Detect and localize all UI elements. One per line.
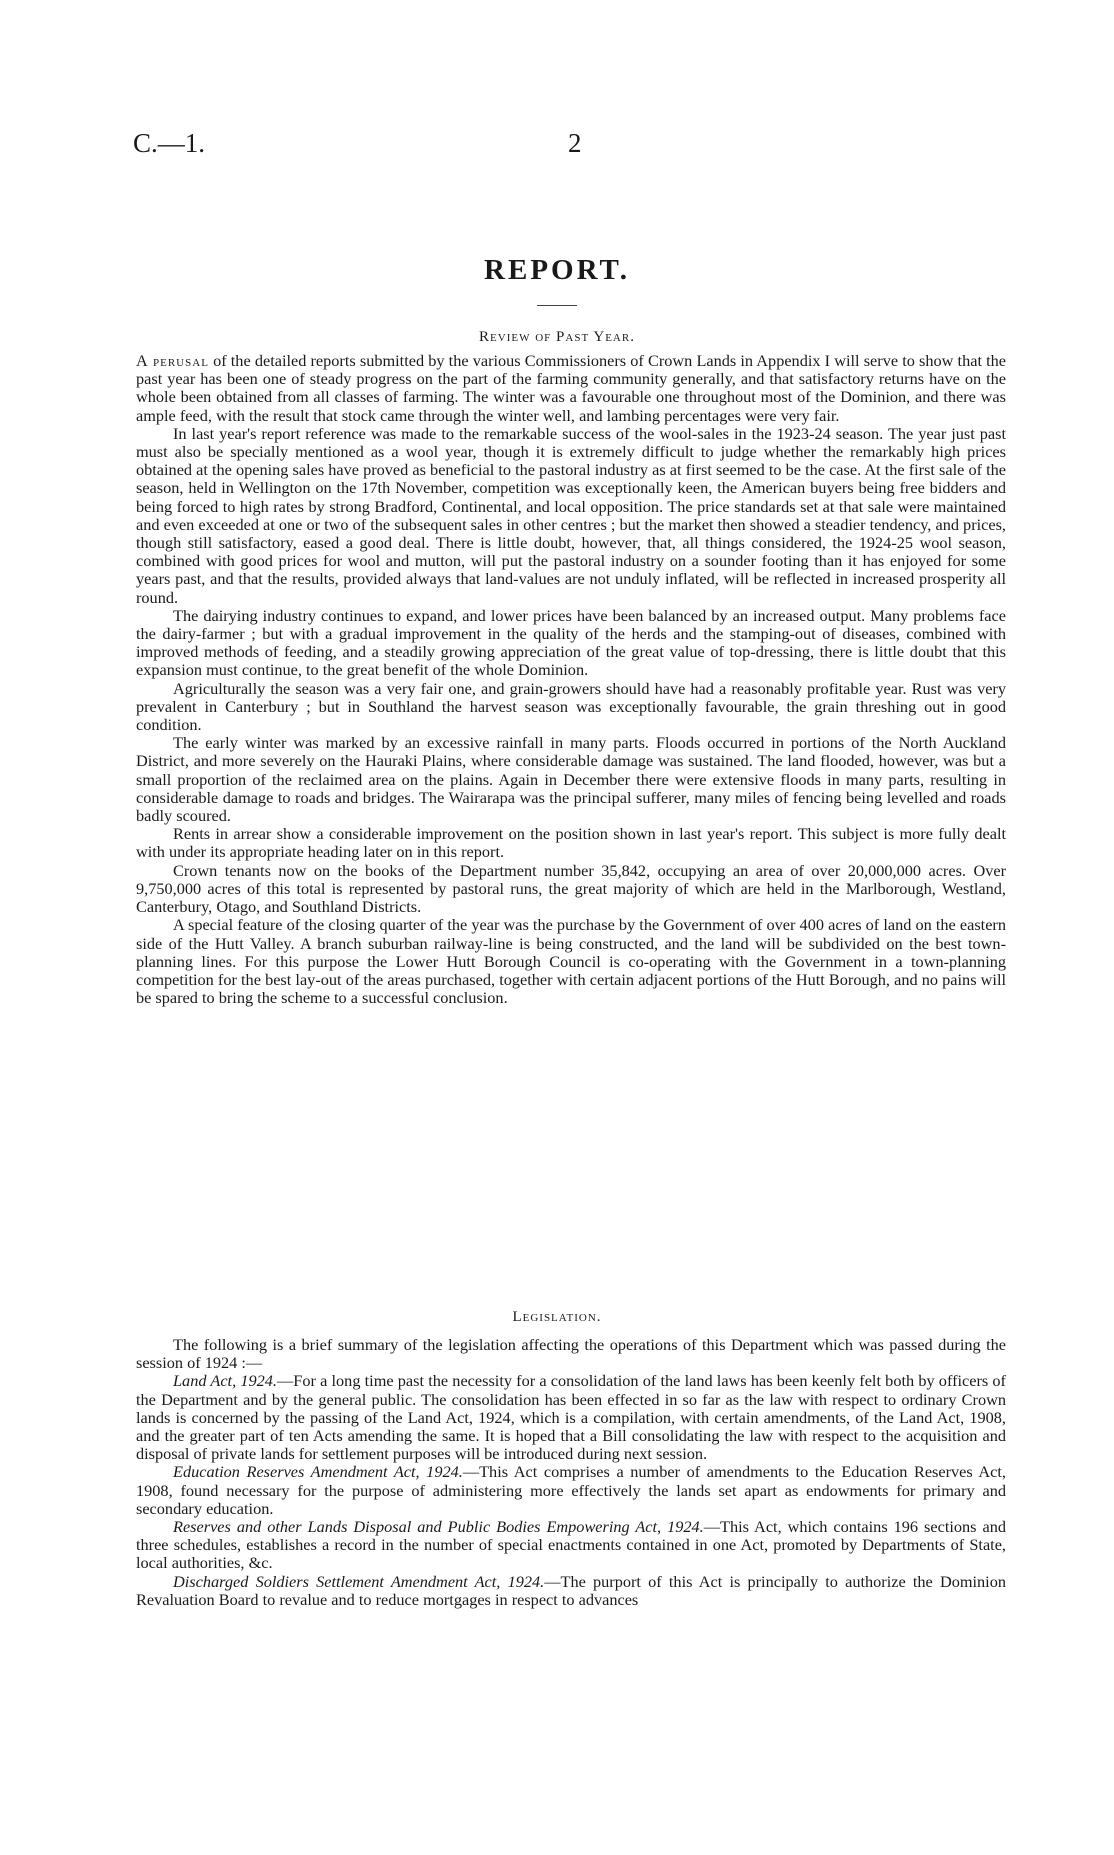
paragraph-6: Rents in arrear show a considerable improvement on the position shown in last year's report. This subject is more fully dealt with under its appropriate heading later on in this report. — [136, 824, 1006, 862]
paragraph-4: Agriculturally the season was a very fair one, and grain-growers should have had a reasonably profitable year. Rust was very prevalent in Canterbury ; but in Southland the harvest season was exceptionally favourable, the grain threshing out in good condition. — [136, 678, 1006, 735]
page-header — [133, 128, 1008, 164]
paragraph-8: A special feature of the closing quarter of the year was the purchase by the Government of over 400 acres of land on the eastern side of the Hutt Valley. A branch suburban railway-line is being constructed, and the land will be subdivided on the best town-planning lines. For this purpose the Lower Hutt Borough Council is co-operating with the Government in a town-planning competition for the best lay-out of the areas purchased, together with certain adjacent portions of the Hutt Borough, and no pains will be spared to bring the scheme to a successful conclusion. — [136, 915, 1006, 1008]
act-name: Education Reserves Amendment Act, 1924. — [173, 1462, 463, 1482]
legislation-intro: The following is a brief summary of the legislation affecting the operations of this Department which was passed during the session of 1924 :— — [136, 1335, 1006, 1373]
report-title: REPORT. — [484, 254, 630, 286]
paragraph-text: of the detailed reports submitted by the various Commissioners of Crown Lands in Appendix I will serve to show that the past year has been one of steady progress on the part of the farming community generally, and that satisfactory returns have on the whole been obtained from all classes of farming. The winter was a favourable one throughout most of the Dominion, and there was ample feed, with the result that stock came through the winter well, and lambing percentages were very fair. — [136, 351, 1007, 425]
paragraph-7: Crown tenants now on the books of the Department number 35,842, occupying an area of over 20,000,000 acres. Over 9,750,000 acres of this total is represented by pastoral runs, the great majority of which are held in the Marlborough, Westland, Canterbury, Otago, and Southland Districts. — [136, 860, 1006, 917]
act-name: Land Act, 1924. — [173, 1371, 277, 1391]
paragraph-5: The early winter was marked by an excessive rainfall in many parts. Floods occurred in portions of the North Auckland District, and more severely on the Hauraki Plains, where considerable damage was sustained. The land flooded, however, was but a small proportion of the reclaimed area on the plains. Again in December there were extensive floods in many parts, resulting in considerable damage to roads and bridges. The Wairarapa was the principal sufferer, many miles of fencing being levelled and roads badly scoured. — [136, 733, 1006, 826]
paragraph-1 — [136, 352, 1006, 425]
act-entry — [136, 1372, 1006, 1463]
paragraph-3: The dairying industry continues to expand, and lower prices have been balanced by an increased output. Many problems face the dairy-farmer ; but with a gradual improvement in the quality of the herds and the stamping-out of diseases, combined with improved methods of feeding, and a steadily growing appreciation of the great value of top-dressing, there is little doubt that this expansion must continue, to the great benefit of the whole Dominion. — [136, 605, 1006, 680]
document-reference: C.—1. — [133, 128, 206, 158]
act-entry — [136, 1463, 1006, 1518]
act-entry — [136, 1518, 1006, 1573]
act-description: —This Act comprises a number of amendments to the Education Reserves Act, 1908, found necessary for the purpose of administering more effectively the lands set apart as endowments for primary and secondary education. — [136, 1462, 1007, 1518]
paragraph-2: In last year's report reference was made to the remarkable success of the wool-sales in the 1923-24 season. The year just past must also be specially mentioned as a wool year, though it is extremely difficult to judge whether the remarkably high prices obtained at the opening sales have proved as beneficial to the pastoral industry as at first seemed to be the case. At the first sale of the season, held in Wellington on the 17th November, competition was exceptionally keen, the American buyers being free bidders and being forced to high rates by strong Bradford, Continental, and local opposition. The price standards set at that sale were maintained and even exceeded at one or two of the subsequent sales in other centres ; but the market then showed a steadier tendency, and prices, though still satisfactory, eased a good deal. There is little doubt, however, that, all things considered, the 1924-25 wool season, combined with good prices for wool and mutton, will put the pastoral industry on a sounder footing than it has enjoyed for some years past, and that the results, provided always that land-values are not unduly inflated, will be reflected in increased prosperity all round. — [136, 423, 1006, 607]
review-section — [136, 352, 1006, 1007]
page-number: 2 — [568, 128, 582, 158]
act-entry — [136, 1573, 1006, 1609]
section-heading-review: Review of Past Year. — [479, 329, 635, 345]
title-divider — [537, 305, 577, 306]
paragraph-lead: A perusal — [136, 351, 209, 370]
act-name: Reserves and other Lands Disposal and Public Bodies Empowering Act, 1924. — [173, 1517, 704, 1537]
act-description: —For a long time past the necessity for a consolidation of the land laws has been keenly felt both by officers of the Department and by the general public. The consolidation has been effected in so far as the law with respect to ordinary Crown lands is concerned by the passing of the Land Act, 1924, which is a compilation, with certain amendments, of the Land Act, 1908, and the greater part of ten Acts amending the same. It is hoped that a Bill consolidating the law with respect to the acquisition and disposal of private lands for settlement purposes will be introduced during next session. — [136, 1371, 1006, 1464]
act-name: Discharged Soldiers Settlement Amendment Act, 1924. — [173, 1571, 545, 1591]
section-heading-legislation: Legislation. — [512, 1309, 602, 1325]
act-description: —The purport of this Act is principally to authorize the Dominion Revaluation Board to revalue and to reduce mortgages in respect to advances — [136, 1571, 1006, 1609]
legislation-section — [136, 1336, 1006, 1609]
act-description: —This Act, which contains 196 sections and three schedules, establishes a record in the number of special enactments contained in one Act, promoted by Departments of State, local authorities, &c. — [136, 1517, 1006, 1573]
